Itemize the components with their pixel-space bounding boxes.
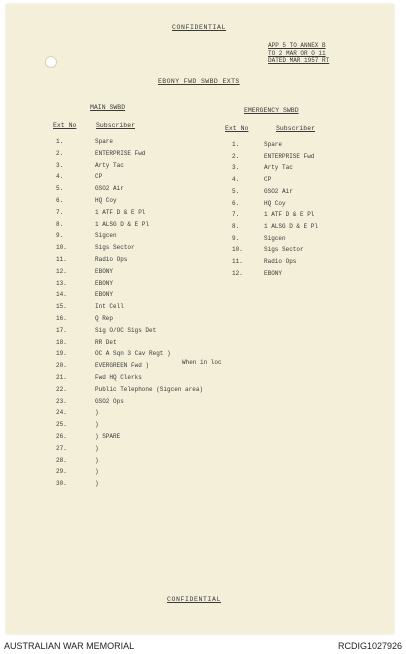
ext-number: 4. bbox=[232, 176, 240, 184]
subscriber: GSO2 Air bbox=[264, 187, 293, 195]
ext-number: 10. bbox=[56, 244, 67, 252]
reference-line: APP 5 TO ANNEX B bbox=[268, 42, 326, 49]
ext-number: 5. bbox=[56, 185, 64, 193]
subscriber: Arty Tac bbox=[95, 161, 124, 169]
ext-number: 18. bbox=[56, 338, 67, 346]
ext-number: 8. bbox=[232, 222, 240, 230]
ext-number: 26. bbox=[56, 433, 67, 440]
subscriber: ) bbox=[95, 480, 99, 488]
subscriber: HQ Coy bbox=[95, 197, 117, 204]
ext-number: 25. bbox=[56, 421, 67, 429]
ext-number: 6. bbox=[56, 197, 64, 204]
ext-number: 12. bbox=[56, 267, 67, 275]
subscriber: Sigcen bbox=[264, 234, 286, 242]
ext-number: 6. bbox=[232, 199, 240, 207]
ext-number: 29. bbox=[56, 468, 67, 476]
subscriber: Int Cell bbox=[95, 303, 124, 311]
subscriber: CP bbox=[264, 176, 272, 184]
subscriber: Fwd HQ Clerks bbox=[95, 374, 142, 381]
ext-number: 7. bbox=[56, 208, 64, 216]
subscriber: EVERGREEN Fwd ) bbox=[95, 362, 150, 370]
subscriber: 1 ATF D & E Pl bbox=[95, 208, 146, 216]
ext-number: 9. bbox=[56, 232, 64, 240]
subscriber: ) bbox=[95, 421, 99, 429]
archive-source: AUSTRALIAN WAR MEMORIAL bbox=[4, 641, 135, 651]
subscriber: ) bbox=[95, 444, 99, 452]
subscriber: Spare bbox=[95, 138, 114, 145]
subscriber: 1 ALSG D & E Pl bbox=[264, 222, 319, 230]
subscriber: ) bbox=[95, 468, 99, 476]
ext-number: 19. bbox=[56, 350, 67, 358]
subscriber: CP bbox=[95, 173, 103, 181]
ext-number: 10. bbox=[232, 246, 243, 254]
ext-number: 28. bbox=[56, 456, 67, 464]
emergency-col-ext: Ext No bbox=[225, 125, 249, 132]
main-col-sub: Subscriber bbox=[96, 122, 136, 129]
ext-number: 21. bbox=[56, 374, 67, 381]
when-in-loc-note: When in loc bbox=[182, 359, 222, 366]
ext-number: 3. bbox=[56, 161, 64, 169]
ext-number: 2. bbox=[56, 149, 64, 157]
ext-number: 4. bbox=[56, 173, 64, 181]
subscriber: OC A Sqn 3 Cav Regt ) bbox=[95, 350, 171, 358]
ext-number: 27. bbox=[56, 444, 67, 452]
subscriber: ENTERPRISE Fwd bbox=[264, 152, 315, 160]
ext-number: 9. bbox=[232, 234, 240, 242]
ext-number: 15. bbox=[56, 303, 67, 311]
subscriber: RR Det bbox=[95, 338, 117, 346]
ext-number: 14. bbox=[56, 291, 67, 299]
subscriber: Sigs Sector bbox=[95, 244, 135, 252]
subscriber: Sigcen bbox=[95, 232, 117, 240]
reference-line: DATED MAR 1957 RT bbox=[268, 57, 330, 64]
subscriber: Radio Ops bbox=[264, 258, 297, 265]
subscriber: ) bbox=[95, 456, 99, 464]
archive-footer bbox=[0, 638, 406, 654]
ext-number: 12. bbox=[232, 269, 243, 277]
ext-number: 5. bbox=[232, 187, 240, 195]
subscriber: EBONY bbox=[95, 291, 114, 299]
ext-number: 11. bbox=[56, 256, 67, 263]
main-col-ext: Ext No bbox=[53, 122, 77, 129]
subscriber: Q Rep bbox=[95, 315, 114, 322]
subscriber: Spare bbox=[264, 141, 283, 148]
subscriber: ) bbox=[95, 409, 99, 417]
subscriber: Radio Ops bbox=[95, 256, 128, 263]
ext-number: 3. bbox=[232, 164, 240, 172]
ext-number: 11. bbox=[232, 258, 243, 265]
ext-number: 2. bbox=[232, 152, 240, 160]
main-swbd-heading: MAIN SWBD bbox=[90, 104, 126, 111]
subscriber: Sigs Sector bbox=[264, 246, 304, 254]
archive-record-id: RCDIG1027926 bbox=[337, 641, 402, 651]
ext-number: 16. bbox=[56, 315, 67, 322]
subscriber: ) SPARE bbox=[95, 433, 121, 440]
classification-footer: CONFIDENTIAL bbox=[167, 596, 222, 603]
reference-line: TO 2 MAR OR O 11 bbox=[268, 49, 326, 57]
subscriber: Public Telephone (Sigcen area) bbox=[95, 385, 204, 393]
punch-hole bbox=[45, 56, 57, 68]
emergency-col-sub: Subscriber bbox=[276, 125, 316, 132]
subscriber: Sig O/OC Sigs Det bbox=[95, 326, 157, 334]
ext-number: 17. bbox=[56, 326, 67, 334]
classification-header: CONFIDENTIAL bbox=[172, 24, 227, 31]
ext-number: 22. bbox=[56, 385, 67, 393]
ext-number: 7. bbox=[232, 211, 240, 219]
document-title: EBONY FWD SWBD EXTS bbox=[158, 78, 240, 85]
ext-number: 30. bbox=[56, 480, 67, 488]
subscriber: EBONY bbox=[95, 279, 114, 287]
ext-number: 13. bbox=[56, 279, 67, 287]
ext-number: 20. bbox=[56, 362, 67, 370]
ext-number: 1. bbox=[56, 138, 64, 145]
subscriber: EBONY bbox=[264, 269, 283, 277]
subscriber: EBONY bbox=[95, 267, 114, 275]
subscriber: HQ Coy bbox=[264, 199, 286, 207]
ext-number: 1. bbox=[232, 141, 240, 148]
subscriber: 1 ALSG D & E Pl bbox=[95, 220, 150, 228]
ext-number: 24. bbox=[56, 409, 67, 417]
ext-number: 8. bbox=[56, 220, 64, 228]
reference-block bbox=[268, 42, 329, 65]
subscriber: 1 ATF D & E Pl bbox=[264, 211, 315, 219]
subscriber: Arty Tac bbox=[264, 164, 293, 172]
emergency-swbd-heading: EMERGENCY SWBD bbox=[244, 107, 299, 114]
subscriber: GSO2 Air bbox=[95, 185, 124, 193]
ext-number: 23. bbox=[56, 397, 67, 405]
subscriber: ENTERPRISE Fwd bbox=[95, 149, 146, 157]
subscriber: GSO2 Ops bbox=[95, 397, 124, 405]
